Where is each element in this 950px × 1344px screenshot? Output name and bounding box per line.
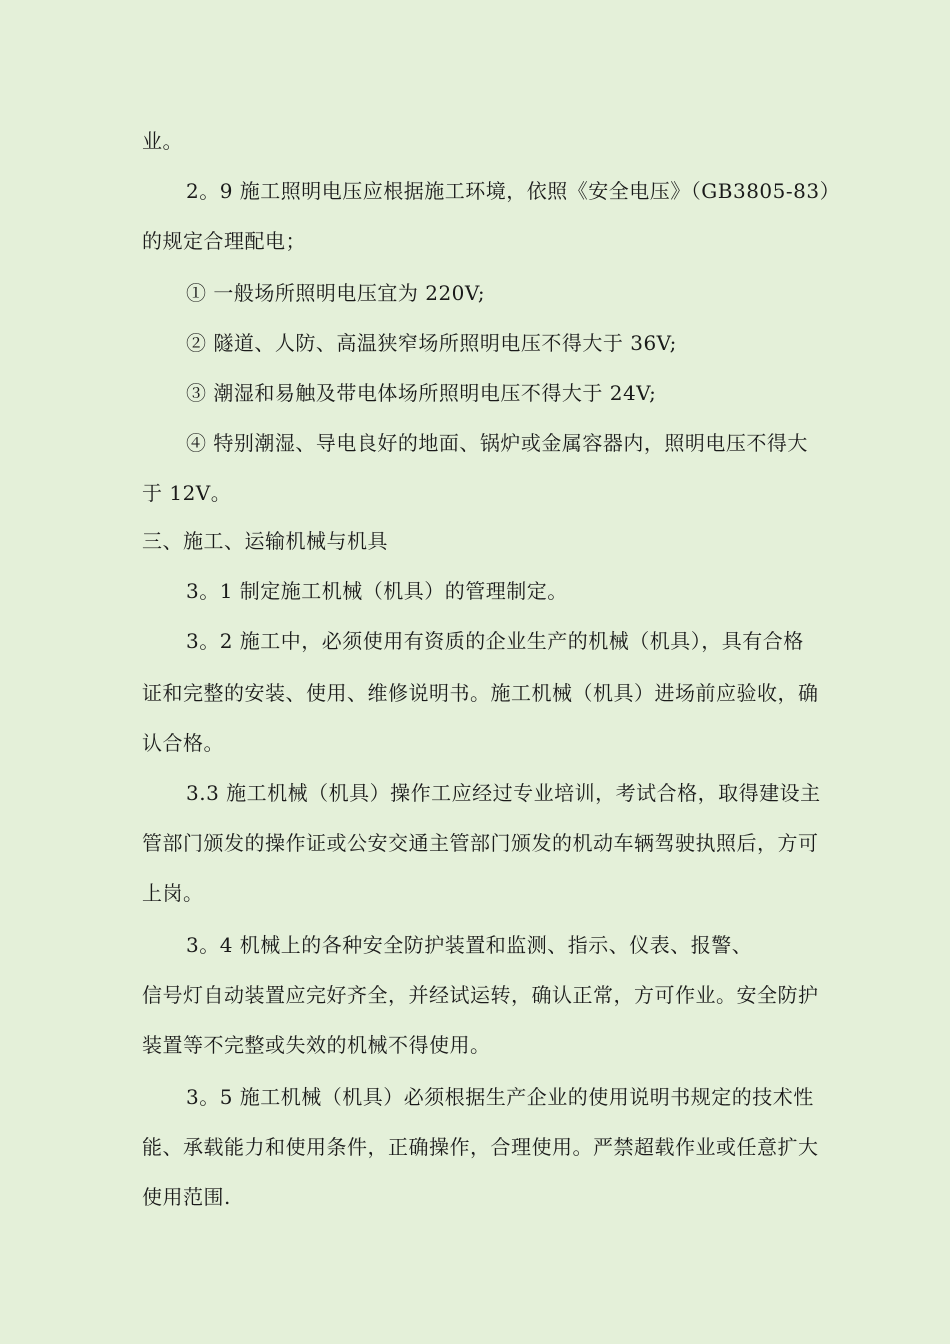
text-line: 装置等不完整或失效的机械不得使用。 [142,1033,491,1057]
text-line: 于 12V。 [142,481,232,505]
text-line: 能、承载能力和使用条件，正确操作，合理使用。严禁超载作业或任意扩大 [142,1135,819,1159]
text-line: 3。5 施工机械（机具）必须根据生产企业的使用说明书规定的技术性 [186,1085,814,1109]
text-line: 业。 [142,129,183,153]
text-line: 上岗。 [142,881,204,905]
list-item: ④ 特别潮湿、导电良好的地面、锅炉或金属容器内，照明电压不得大 [186,431,808,455]
section-heading: 三、施工、运输机械与机具 [142,529,388,553]
text-line: 2。9 施工照明电压应根据施工环境，依照《安全电压》（GB3805-83） [186,179,841,203]
list-item: ① 一般场所照明电压宜为 220V; [186,281,486,305]
text-line: 3.3 施工机械（机具）操作工应经过专业培训，考试合格，取得建设主 [186,781,821,805]
text-line: 认合格。 [142,731,224,755]
text-line: 3。4 机械上的各种安全防护装置和监测、指示、仪表、报警、 [186,933,753,957]
text-line: 信号灯自动装置应完好齐全，并经试运转，确认正常，方可作业。安全防护 [142,983,819,1007]
text-line: 使用范围. [142,1185,231,1209]
text-line: 3。2 施工中，必须使用有资质的企业生产的机械（机具），具有合格 [186,629,804,653]
text-line: 的规定合理配电； [142,229,306,253]
text-line: 3。1 制定施工机械（机具）的管理制定。 [186,579,568,603]
text-line: 管部门颁发的操作证或公安交通主管部门颁发的机动车辆驾驶执照后，方可 [142,831,819,855]
text-line: 证和完整的安装、使用、维修说明书。施工机械（机具）进场前应验收，确 [142,681,819,705]
list-item: ③ 潮湿和易触及带电体场所照明电压不得大于 24V; [186,381,657,405]
list-item: ② 隧道、人防、高温狭窄场所照明电压不得大于 36V; [186,331,677,355]
